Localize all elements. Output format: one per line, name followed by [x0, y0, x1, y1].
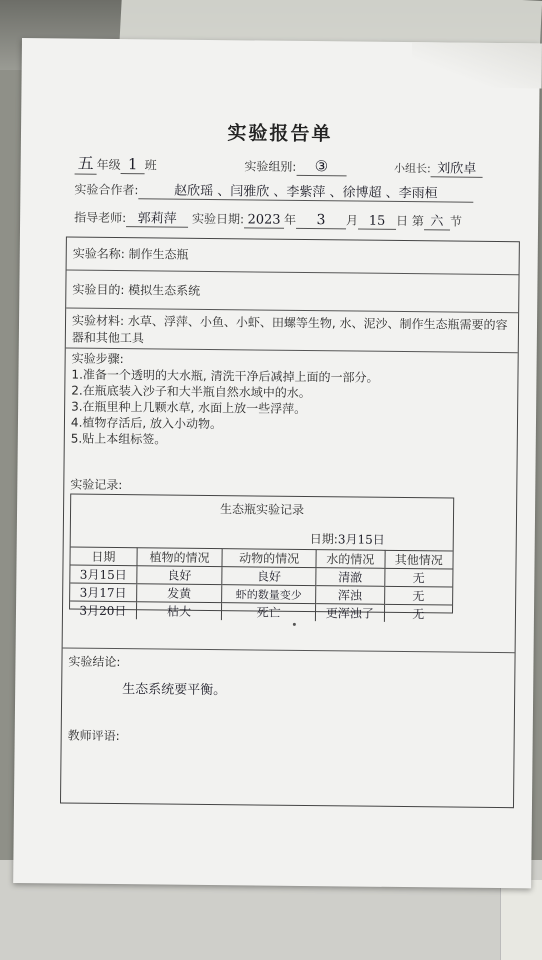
- record-cell: 死亡: [222, 603, 316, 621]
- teacher-value: 郭莉萍: [126, 207, 188, 228]
- year-value: 2023: [244, 212, 284, 228]
- group-label: 实验组别:: [244, 159, 297, 174]
- leader-value: 刘欣卓: [431, 157, 483, 178]
- record-grid: [70, 547, 453, 623]
- record-cell: 更浑浊了: [315, 604, 384, 622]
- teacher-label: 指导老师:: [74, 210, 127, 226]
- steps-label: 实验步骤:: [71, 351, 124, 367]
- record-row: [70, 601, 452, 622]
- record-cell: 清澈: [316, 568, 385, 587]
- record-cell: 良好: [222, 567, 316, 586]
- grade-value: 五: [75, 151, 97, 175]
- record-date: [310, 530, 385, 548]
- record-header-cell: 水的情况: [316, 550, 385, 569]
- record-header-cell: 动物的情况: [222, 549, 316, 568]
- step-item: 4.植物存活后, 放入小动物。: [70, 415, 223, 432]
- record-title: 生态瓶实验记录: [219, 502, 305, 517]
- record-cell: 3月15日: [70, 565, 137, 584]
- steps-list: [71, 367, 518, 452]
- report-sheet: [13, 38, 540, 888]
- record-cell: 良好: [137, 566, 223, 585]
- paper-fold: [412, 42, 542, 88]
- record-cell: 无: [384, 568, 452, 587]
- ink-dot: [293, 623, 296, 626]
- record-cell: 3月17日: [70, 583, 137, 602]
- step-item: 5.贴上本组标签。: [70, 431, 167, 447]
- record-date-label: 日期:: [309, 532, 338, 547]
- record-label: 实验记录:: [70, 477, 123, 493]
- experiment-materials: 实验材料: 水草、浮萍、小鱼、小虾、田螺等生物, 水、泥沙、制作生态瓶需要的容器和其他工具: [66, 308, 518, 353]
- header-grade-row: [75, 151, 483, 179]
- partners-value: 赵欣瑶 、闫雅欣 、李紫萍 、徐博超 、李雨桓: [138, 179, 473, 203]
- class-label: 班: [144, 158, 157, 173]
- experiment-name: 实验名称: 制作生态瓶: [67, 237, 519, 275]
- teacher-comment-label: 教师评语:: [67, 728, 120, 744]
- record-header-cell: 其他情况: [385, 550, 453, 569]
- record-cell: 无: [384, 604, 452, 622]
- date-label: 实验日期:: [191, 211, 245, 227]
- step-item: 3.在瓶里种上几颗水草, 水面上放一些浮萍。: [71, 399, 307, 416]
- record-cell: 浑浊: [316, 586, 385, 605]
- month-label: 月: [345, 213, 359, 228]
- conclusion-value: 生态系统要平衡。: [122, 682, 227, 699]
- leader-label: 小组长:: [393, 161, 431, 176]
- partners-label: 实验合作者:: [74, 182, 139, 198]
- year-label: 年: [283, 212, 297, 227]
- record-cell: 枯大: [136, 602, 222, 620]
- record-date-value: 3月15日: [337, 532, 385, 547]
- header-partners-row: [74, 179, 473, 203]
- conclusion-label: 实验结论:: [68, 654, 121, 670]
- month-value: 3: [296, 212, 346, 230]
- record-cell: 虾的数量变少: [222, 585, 316, 604]
- step-item: 2.在瓶底装入沙子和大半瓶自然水域中的水。: [71, 383, 311, 401]
- record-table-box: [69, 494, 454, 622]
- step-item: 1.准备一个透明的大水瓶, 清洗干净后减掉上面的一部分。: [71, 367, 379, 385]
- class-value: 1: [121, 155, 145, 174]
- period-value: 六: [424, 210, 450, 230]
- report-body-frame: [60, 236, 520, 808]
- group-value: ③: [296, 157, 346, 177]
- record-cell: 无: [384, 586, 452, 605]
- experiment-steps: [64, 348, 517, 480]
- day-value: 15: [358, 214, 396, 230]
- day-label: 日: [395, 213, 409, 229]
- experiment-purpose: 实验目的: 模拟生态系统: [66, 270, 518, 313]
- record-cell: 发黄: [136, 584, 222, 603]
- report-title: 实验报告单: [227, 122, 333, 146]
- record-cell: 3月20日: [70, 601, 137, 619]
- period-suffix: 节: [449, 214, 463, 229]
- record-header-cell: 植物的情况: [137, 548, 223, 567]
- header-teacher-row: [74, 207, 462, 231]
- grade-label: 年级: [96, 157, 121, 173]
- record-header-cell: 日期: [70, 547, 137, 566]
- period-prefix: 第: [411, 214, 424, 229]
- background-book-edge: [500, 880, 542, 960]
